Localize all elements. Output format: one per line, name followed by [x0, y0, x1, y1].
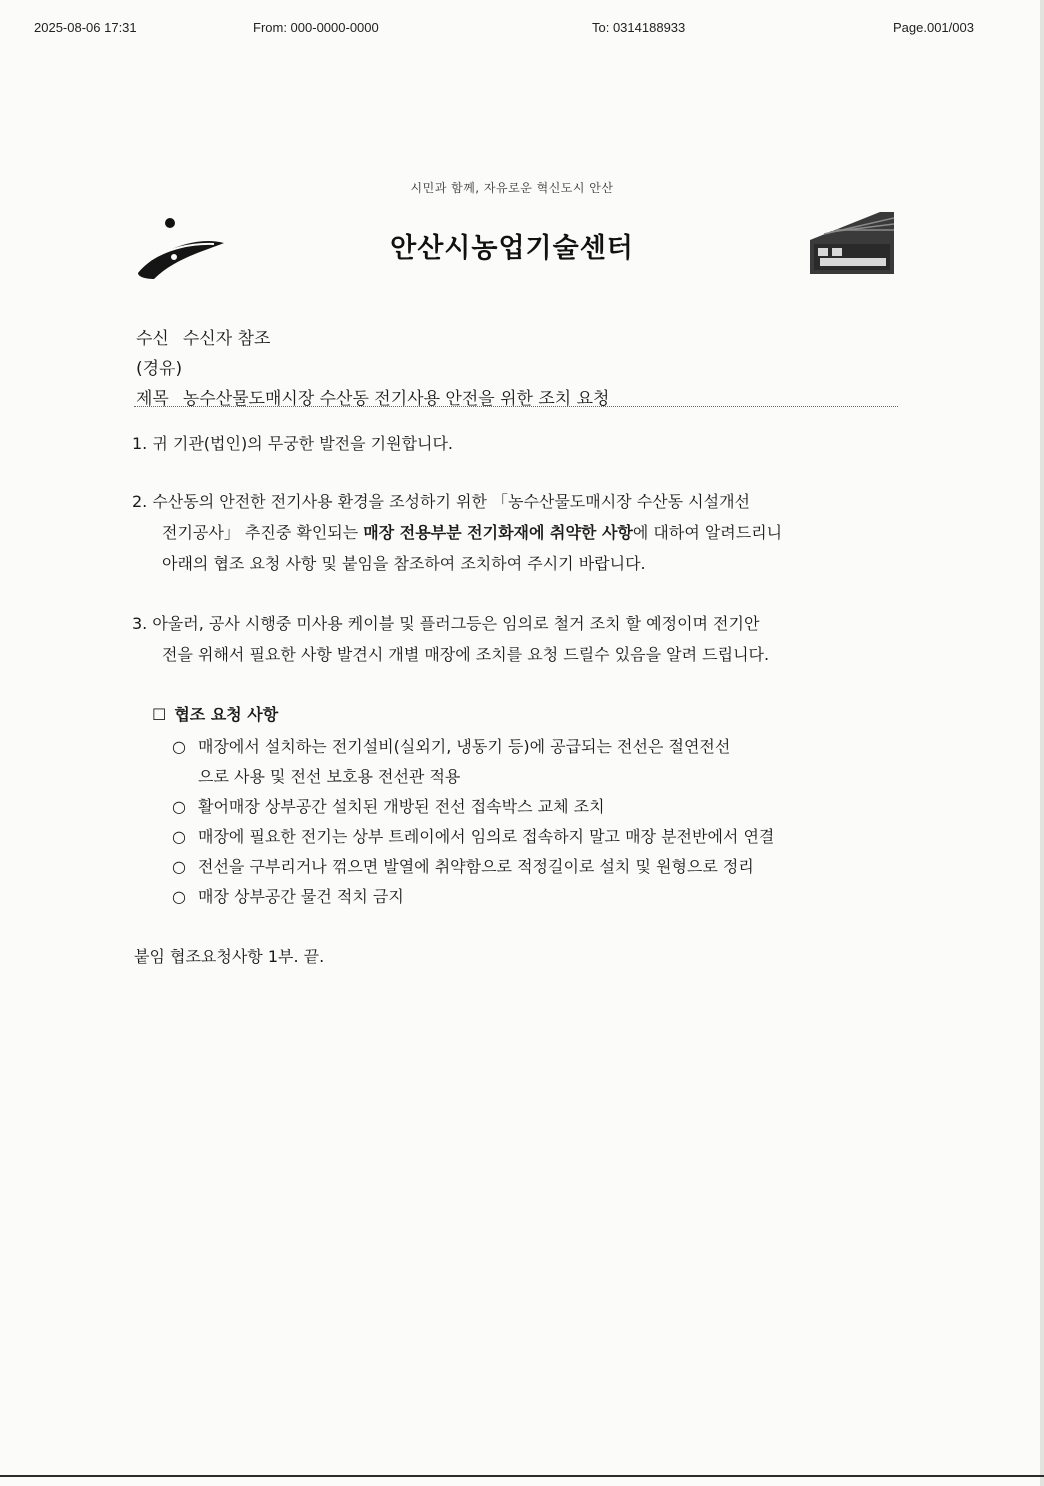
- circle-bullet-icon: ○: [172, 857, 186, 876]
- request-title-text: 협조 요청 사항: [174, 705, 279, 724]
- request-item-5-text: 매장 상부공간 물건 적치 금지: [198, 887, 404, 906]
- fax-to: To: 0314188933: [592, 20, 686, 35]
- subject-value: 농수산물도매시장 수산동 전기사용 안전을 위한 조치 요청: [182, 389, 610, 409]
- paragraph-2-emphasis: 매장 전용부분 전기화재에 취약한 사항: [363, 523, 633, 543]
- request-section-title: [152, 702, 278, 725]
- fax-datetime: 2025-08-06 17:31: [34, 20, 137, 35]
- paragraph-1: [132, 428, 453, 459]
- circle-bullet-icon: ○: [172, 827, 186, 846]
- request-item-4-text: 전선을 구부리거나 꺾으면 발열에 취약함으로 적정길이로 설치 및 원형으로 정리: [198, 857, 754, 876]
- circle-bullet-icon: ○: [172, 737, 186, 756]
- paragraph-3: [132, 608, 769, 670]
- fax-from: From: 000-0000-0000: [253, 20, 379, 35]
- request-item-1-text: 매장에서 설치하는 전기설비(실외기, 냉동기 등)에 공급되는 전선은 절연전선: [198, 737, 731, 756]
- recipient-value: 수신자 참조: [182, 329, 271, 349]
- request-item-4: [172, 854, 754, 877]
- organization-name: 안산시농업기술센터: [390, 233, 634, 264]
- request-item-2-text: 활어매장 상부공간 설치된 개방된 전선 접속박스 교체 조치: [198, 797, 605, 816]
- paragraph-2: [132, 486, 782, 580]
- paragraph-2-text-b: 에 대하여 알려드리니: [632, 523, 783, 543]
- subject-divider: [134, 406, 898, 407]
- paragraph-2-line-1: 2. 수산동의 안전한 전기사용 환경을 조성하기 위한 「농수산물도매시장 수산동 시설개선: [132, 492, 750, 511]
- request-item-1: [172, 734, 730, 757]
- recipient-line: [136, 324, 270, 349]
- slogan: 시민과 함께, 자유로운 혁신도시 안산: [410, 181, 614, 195]
- stamp-logo-icon: [800, 210, 896, 276]
- paragraph-2-line-3: 아래의 협조 요청 사항 및 붙임을 참조하여 조치하여 주시기 바랍니다.: [162, 554, 646, 574]
- circle-bullet-icon: ○: [172, 797, 186, 816]
- request-item-3-text: 매장에 필요한 전기는 상부 트레이에서 임의로 접속하지 말고 매장 분전반에서 연결: [198, 827, 775, 846]
- request-item-1-continuation: 으로 사용 및 전선 보호용 전선관 적용: [198, 767, 461, 786]
- request-item-3: [172, 824, 774, 847]
- paragraph-3-line-2: 전을 위해서 필요한 사항 발견시 개별 매장에 조치를 요청 드릴수 있음을 알려 드립니다.: [162, 645, 770, 665]
- fax-page-number: Page.001/003: [893, 20, 974, 35]
- checkbox-icon: ☐: [152, 705, 167, 724]
- paragraph-2-text-a: 전기공사」 추진중 확인되는: [162, 523, 364, 543]
- attachment-line: 붙임 협조요청사항 1부. 끝.: [134, 947, 325, 966]
- request-item-5: [172, 884, 404, 907]
- via-line: (경유): [136, 359, 183, 379]
- page-edge-shadow: [1040, 0, 1044, 1486]
- paragraph-1-line: 1. 귀 기관(법인)의 무궁한 발전을 기원합니다.: [132, 434, 454, 453]
- request-item-2: [172, 794, 605, 817]
- paragraph-3-line-1: 3. 아울러, 공사 시행중 미사용 케이블 및 플러그등은 임의로 철거 조치 할 예정이며 전기안: [132, 614, 760, 633]
- fax-header: [0, 20, 1044, 40]
- recipient-label: 수신: [136, 329, 169, 349]
- subject-label: 제목: [136, 389, 169, 409]
- page-bottom-edge: [0, 1475, 1044, 1477]
- paragraph-2-line-2: [132, 517, 782, 548]
- circle-bullet-icon: ○: [172, 887, 186, 906]
